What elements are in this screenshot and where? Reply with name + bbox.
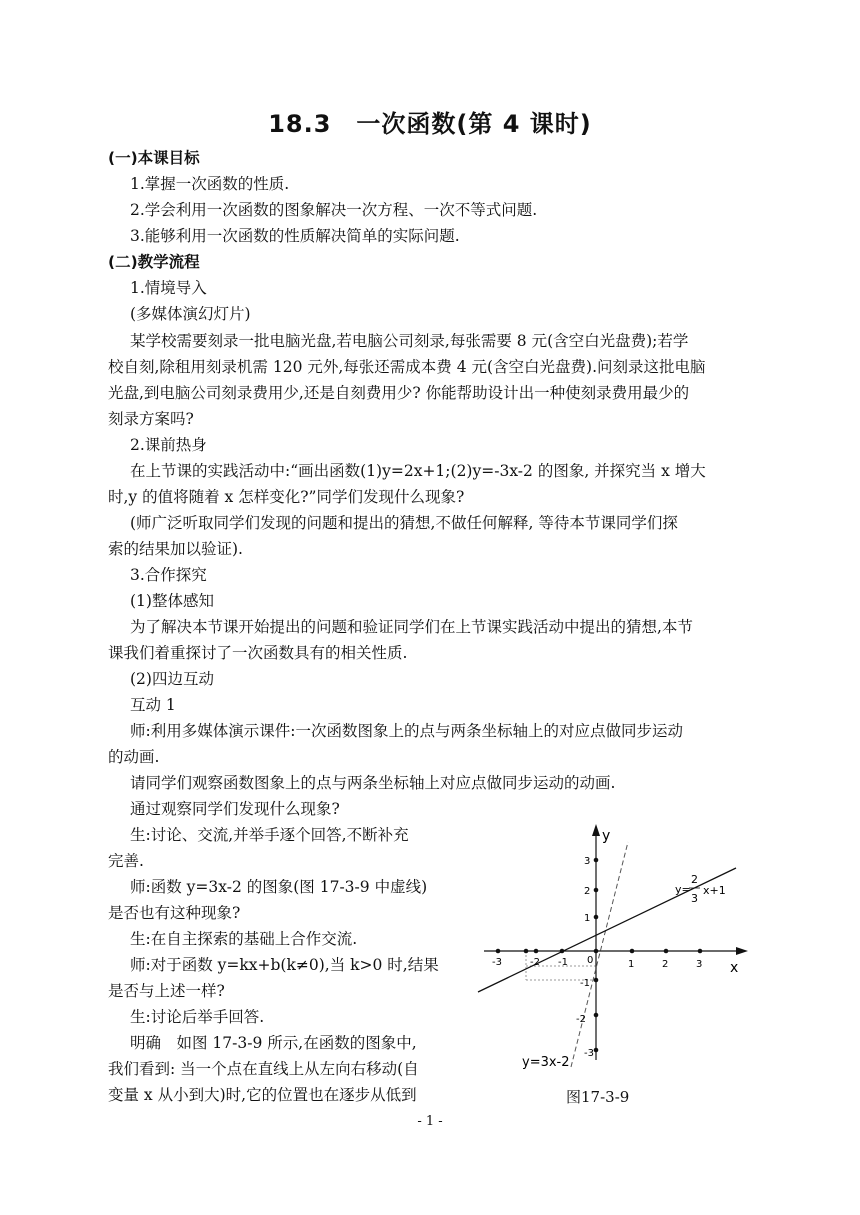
x-tick-dot [524, 949, 529, 954]
x-tick-dot [698, 949, 703, 954]
x-tick-label: -3 [492, 957, 502, 968]
y-axis-label: y [602, 828, 611, 844]
paragraph-line: 2.课前热身 [130, 436, 207, 454]
line1-label-denominator: 3 [691, 892, 698, 905]
x-tick-label: 0 [587, 955, 594, 966]
line1-label-numerator: 2 [691, 873, 698, 886]
paragraph-line: 请同学们观察函数图象上的点与两条坐标轴上对应点做同步运动的动画. [130, 774, 616, 792]
paragraph-line: 师:函数 y=3x-2 的图象(图 17-3-9 中虚线) [130, 878, 428, 896]
x-tick-dot [496, 949, 501, 954]
paragraph-line: 明确 如图 17-3-9 所示,在函数的图象中, [130, 1034, 417, 1052]
paragraph-line: 是否也有这种现象? [108, 904, 241, 922]
paragraph-line: 通过观察同学们发现什么现象? [130, 800, 340, 818]
solid-line-y23x+1 [478, 868, 739, 992]
y-tick-label: -2 [576, 1014, 586, 1025]
paragraph-line: 生:讨论、交流,并举手逐个回答,不断补充 [130, 826, 409, 844]
paragraph-line: 1.掌握一次函数的性质. [130, 175, 290, 193]
y-axis-arrow-icon [592, 824, 600, 836]
paragraph-line: 2.学会利用一次函数的图象解决一次方程、一次不等式问题. [130, 201, 538, 219]
x-axis-label: x [730, 960, 739, 976]
paragraph-line: 索的结果加以验证). [108, 540, 243, 558]
coordinate-plane [470, 820, 760, 1110]
page-title: 18.3 一次函数(第 4 课时) [268, 110, 592, 138]
coordinate-figure [470, 820, 760, 1110]
paragraph-line: 生:在自主探索的基础上合作交流. [130, 930, 358, 948]
line2-label: y=3x-2 [522, 1055, 570, 1070]
paragraph-line: 校自刻,除租用刻录机需 120 元外,每张还需成本费 4 元(含空白光盘费).问刻录这批电脑 [108, 358, 706, 376]
y-tick-dot [594, 1048, 599, 1053]
y-tick-dot [594, 915, 599, 920]
x-tick-label: 3 [696, 959, 703, 970]
y-tick-label: 3 [584, 856, 591, 867]
x-tick-label: -1 [558, 957, 568, 968]
x-tick-dot [534, 949, 539, 954]
paragraph-line: 3.合作探究 [130, 566, 207, 584]
x-tick-dot [594, 949, 599, 954]
y-tick-label: -1 [580, 978, 590, 989]
paragraph-line: 完善. [108, 852, 144, 870]
x-tick-dot [560, 949, 565, 954]
x-tick-label: 1 [628, 959, 635, 970]
y-tick-dot [594, 1013, 599, 1018]
paragraph-line: 变量 x 从小到大)时,它的位置也在逐步从低到 [108, 1086, 417, 1104]
paragraph-line: 的动画. [108, 748, 160, 766]
x-tick-dot [630, 949, 635, 954]
paragraph-line: 师:对于函数 y=kx+b(k≠0),当 k>0 时,结果 [130, 956, 439, 974]
paragraph-line: 某学校需要刻录一批电脑光盘,若电脑公司刻录,每张需要 8 元(含空白光盘费);若学 [130, 332, 689, 350]
section-heading-process: (二)教学流程 [108, 253, 200, 271]
section-heading-goals: (一)本课目标 [108, 149, 200, 167]
y-tick-label: -3 [584, 1048, 594, 1059]
paragraph-line: (1)整体感知 [130, 592, 214, 610]
x-tick-label: -2 [530, 957, 540, 968]
y-tick-dot [594, 978, 599, 983]
dashed-line-y3x-2 [571, 842, 628, 1067]
paragraph-line: 1.情境导入 [130, 279, 207, 297]
y-tick-label: 1 [584, 913, 591, 924]
paragraph-line: 是否与上述一样? [108, 982, 225, 1000]
line1-label-suffix: x+1 [703, 884, 726, 897]
paragraph-line: 师:利用多媒体演示课件:一次函数图象上的点与两条坐标轴上的对应点做同步运动 [130, 722, 683, 740]
x-axis-arrow-icon [736, 947, 748, 955]
paragraph-line: 为了解决本节课开始提出的问题和验证同学们在上节课实践活动中提出的猜想,本节 [130, 618, 693, 636]
paragraph-line: 时,y 的值将随着 x 怎样变化?”同学们发现什么现象? [108, 488, 465, 506]
page-number: - 1 - [417, 1114, 443, 1129]
figure-caption: 图17-3-9 [566, 1088, 630, 1106]
paragraph-line: 生:讨论后举手回答. [130, 1008, 265, 1026]
x-tick-dot [664, 949, 669, 954]
paragraph-line: (师广泛听取同学们发现的问题和提出的猜想,不做任何解释, 等待本节课同学们探 [130, 514, 678, 532]
y-tick-label: 2 [584, 886, 591, 897]
paragraph-line: 我们看到: 当一个点在直线上从左向右移动(自 [108, 1060, 419, 1078]
paragraph-line: 光盘,到电脑公司刻录费用少,还是自刻费用少? 你能帮助设计出一种使刻录费用最少的 [108, 384, 690, 402]
paragraph-line: (2)四边互动 [130, 670, 214, 688]
y-tick-dot [594, 858, 599, 863]
paragraph-line: 课我们着重探讨了一次函数具有的相关性质. [108, 644, 408, 662]
paragraph-line: 刻录方案吗? [108, 410, 194, 428]
line1-label-prefix: y= [675, 883, 691, 896]
paragraph-line: 在上节课的实践活动中:“画出函数(1)y=2x+1;(2)y=-3x-2 的图象, 并探究当 x 增大 [130, 462, 706, 480]
paragraph-line: (多媒体演幻灯片) [130, 305, 251, 323]
y-tick-dot [594, 888, 599, 893]
paragraph-line: 互动 1 [130, 696, 176, 714]
paragraph-line: 3.能够利用一次函数的性质解决简单的实际问题. [130, 227, 460, 245]
x-tick-label: 2 [662, 959, 669, 970]
